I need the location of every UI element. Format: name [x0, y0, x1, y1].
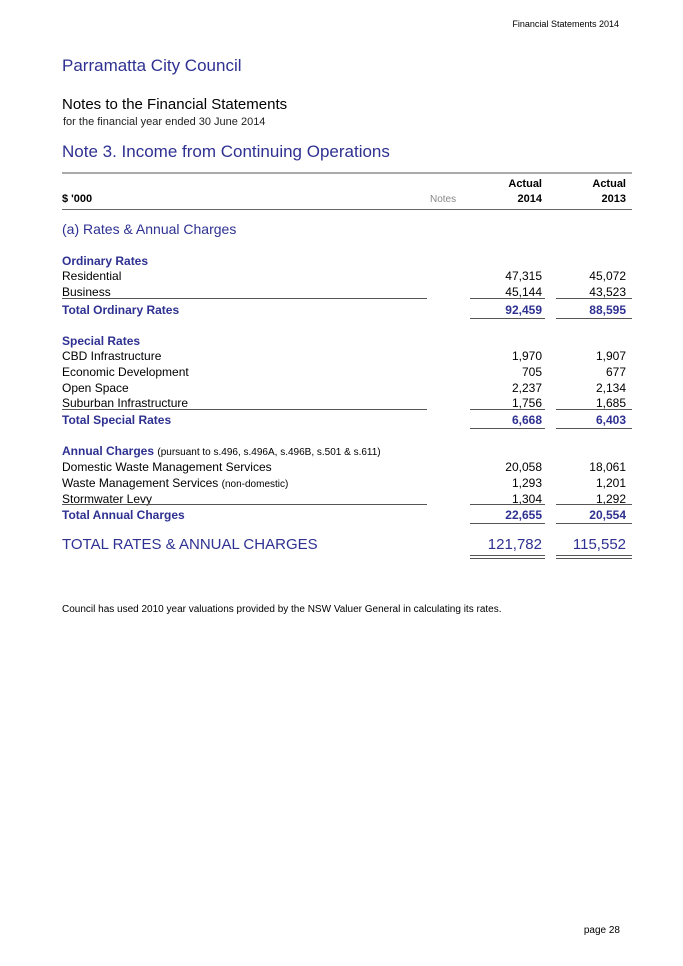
total-label-ordinary-rates: Total Ordinary Rates	[62, 303, 180, 317]
subtotal-rule	[556, 409, 632, 410]
grand-total-double-rule	[556, 555, 632, 559]
subtotal-rule	[556, 504, 632, 505]
row-label	[62, 476, 288, 490]
row-label	[62, 460, 272, 474]
total-value-2014: 6,668	[511, 413, 542, 427]
row-value-2013: 1,292	[595, 492, 626, 506]
subtotal-rule	[470, 409, 545, 410]
row-value-2013: 43,523	[589, 285, 626, 299]
row-label: CBD Infrastructure	[62, 349, 162, 363]
footnote: Council has used 2010 year valuations provided by the NSW Valuer General in calculating its rates.	[62, 604, 502, 615]
total-value-2014: 92,459	[505, 303, 542, 317]
total-rule	[470, 318, 545, 319]
total-rule	[470, 523, 545, 524]
row-value-2014: 45,144	[505, 285, 542, 299]
row-value-2014: 2,237	[511, 381, 542, 395]
notes-subtitle: for the financial year ended 30 June 2014	[63, 116, 266, 128]
total-rule	[556, 428, 632, 429]
org-name: Parramatta City Council	[62, 56, 242, 75]
total-value-2013: 20,554	[589, 508, 626, 522]
row-value-2014: 705	[521, 365, 542, 379]
total-label-annual-charges: Total Annual Charges	[62, 508, 185, 522]
row-label-text: Waste Management Services	[62, 476, 219, 490]
column-head-year-2013: 2013	[601, 193, 626, 205]
section-heading-a: (a) Rates & Annual Charges	[62, 221, 237, 237]
subtotal-rule	[62, 298, 427, 299]
row-label: Residential	[62, 269, 122, 283]
column-head-actual-2013: Actual	[592, 178, 626, 190]
row-value-2013: 45,072	[589, 269, 626, 283]
header-rule-bottom	[62, 209, 632, 210]
running-header: Financial Statements 2014	[512, 19, 619, 29]
total-value-2013: 6,403	[595, 413, 626, 427]
row-label: Open Space	[62, 381, 129, 395]
annual-charges-heading: Annual Charges	[62, 444, 155, 458]
column-head-actual-2014: Actual	[508, 178, 542, 190]
row-value-2014: 20,058	[505, 460, 542, 474]
row-value-2013: 1,907	[595, 349, 626, 363]
row-value-2014: 1,970	[511, 349, 542, 363]
row-value-2013: 1,685	[595, 396, 626, 410]
row-value-2013: 2,134	[595, 381, 626, 395]
page-number: page 28	[583, 925, 620, 936]
row-value-2014: 1,293	[511, 476, 542, 490]
row-value-2014: 47,315	[505, 269, 542, 283]
group-heading-annual-charges	[62, 444, 381, 458]
row-value-2014: 1,756	[511, 396, 542, 410]
column-head-notes: Notes	[430, 194, 457, 205]
row-label: Suburban Infrastructure	[62, 396, 189, 410]
grand-total-value-2014: 121,782	[487, 536, 542, 553]
row-label-text: Domestic Waste Management Services	[62, 460, 272, 474]
row-value-2014: 1,304	[511, 492, 542, 506]
column-head-year-2014: 2014	[517, 193, 542, 205]
row-label-text: Stormwater Levy	[62, 492, 153, 506]
note-heading: Note 3. Income from Continuing Operations	[62, 142, 390, 161]
row-value-2013: 677	[605, 365, 626, 379]
row-value-2013: 1,201	[595, 476, 626, 490]
total-label-special-rates: Total Special Rates	[62, 413, 172, 427]
group-heading-special-rates: Special Rates	[62, 334, 141, 348]
subtotal-rule	[556, 298, 632, 299]
row-label: Economic Development	[62, 365, 189, 379]
total-rule	[556, 318, 632, 319]
column-head-units: $ '000	[62, 193, 93, 205]
row-label: Business	[62, 285, 111, 299]
total-rule	[470, 428, 545, 429]
subtotal-rule	[470, 504, 545, 505]
subtotal-rule	[62, 409, 427, 410]
row-label-note: (non-domestic)	[221, 479, 289, 490]
grand-total-value-2013: 115,552	[572, 536, 626, 553]
annual-charges-heading-note: (pursuant to s.496, s.496A, s.496B, s.501 & s.611)	[157, 447, 381, 458]
grand-total-label: TOTAL RATES & ANNUAL CHARGES	[62, 536, 318, 553]
row-value-2013: 18,061	[589, 460, 626, 474]
total-value-2013: 88,595	[589, 303, 626, 317]
total-rule	[556, 523, 632, 524]
subtotal-rule	[62, 504, 427, 505]
group-heading-ordinary-rates: Ordinary Rates	[62, 254, 149, 268]
notes-title: Notes to the Financial Statements	[62, 96, 288, 113]
header-rule-top	[62, 172, 632, 174]
total-value-2014: 22,655	[505, 508, 542, 522]
subtotal-rule	[470, 298, 545, 299]
grand-total-double-rule	[470, 555, 545, 559]
